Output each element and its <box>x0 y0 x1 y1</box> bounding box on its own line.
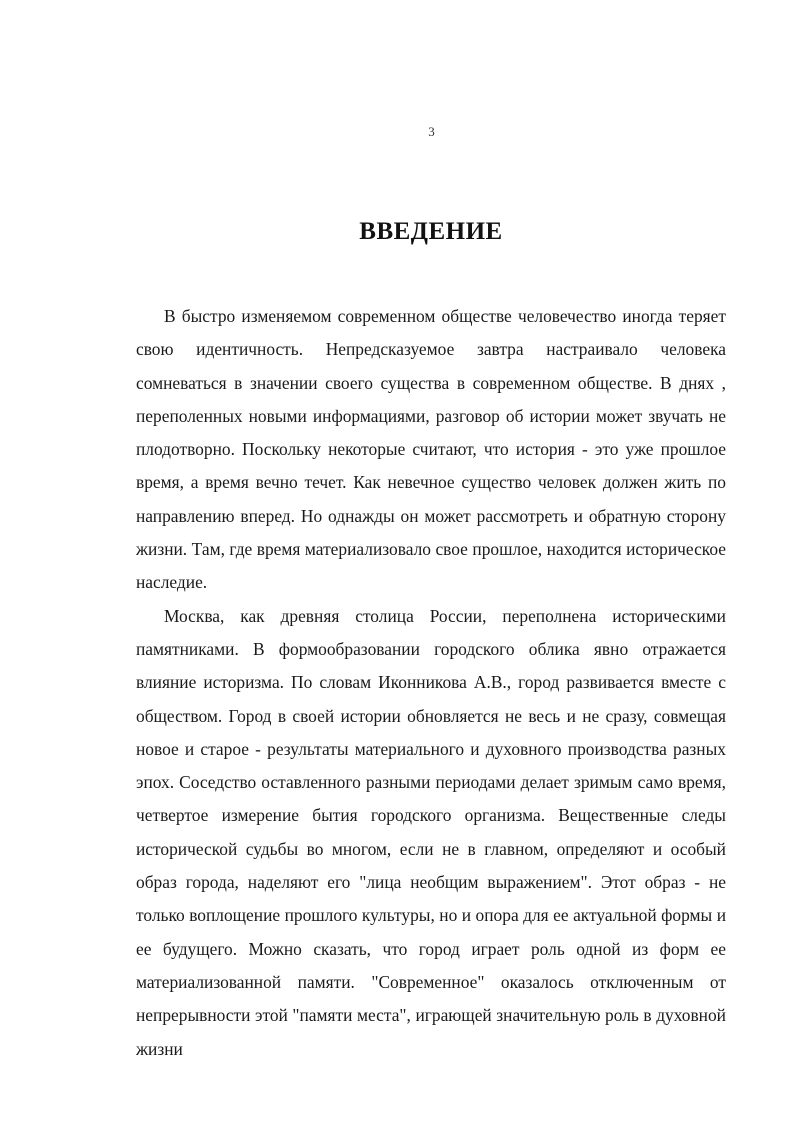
body-text <box>136 300 726 1066</box>
page-number: 3 <box>428 124 435 139</box>
paragraph-1: В быстро изменяемом современном обществе человечество иногда теряет свою идентичность. Непредсказуемое завтра настраивало человека сомневаться в значении своего существа в современном обществе. В днях , переполенных новыми информациями, разговор об истории может звучать не плодотворно. Поскольку некоторые считают, что история - это уже прошлое время, а время вечно течет. Как невечное существо человек должен жить по направлению вперед. Но однажды он может рассмотреть и обратную сторону жизни. Там, где время материализовало свое прошлое, находится историческое наследие. <box>136 306 726 593</box>
page-title: ВВЕДЕНИЕ <box>359 218 503 245</box>
paragraph-2: Москва, как древняя столица России, переполнена историческими памятниками. В формообразовании городского облика явно отражается влияние историзма. По словам Иконникова А.В., город развивается вместе с обществом. Город в своей истории обновляется не весь и не сразу, совмещая новое и старое - результаты материального и духовного производства разных эпох. Соседство оставленного разными периодами делает зримым само время, четвертое измерение бытия городского организма. Вещественные следы исторической судьбы во многом, если не в главном, определяют и особый образ города, наделяют его "лица необщим выражением". Этот образ - не только воплощение прошлого культуры, но и опора для ее актуальной формы и ее будущего. Можно сказать, что город играет роль одной из форм ее материализованной памяти. "Современное" оказалось отключенным от непрерывности этой "памяти места", играющей значительную роль в духовной жизни <box>136 605 726 1059</box>
